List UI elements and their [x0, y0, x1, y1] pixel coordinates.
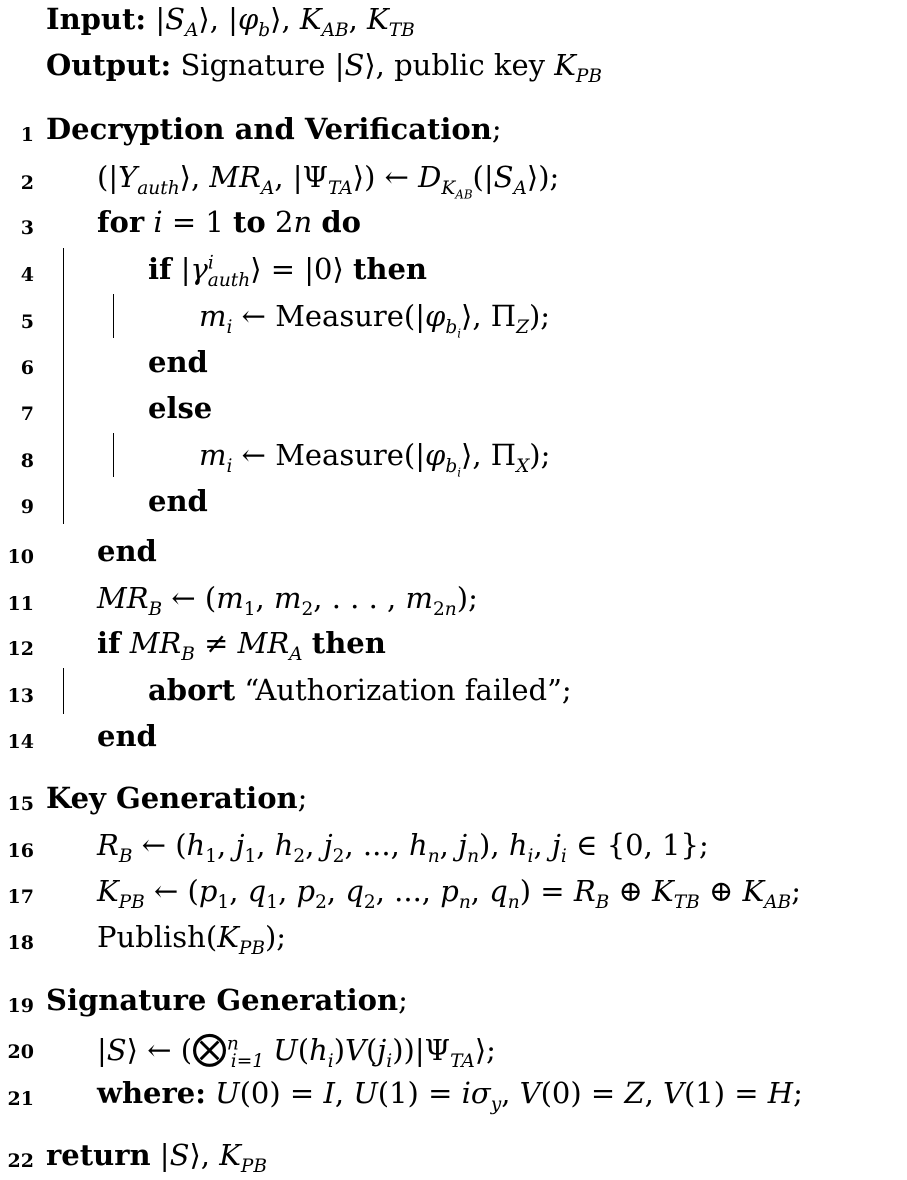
where-statement: where: U(0) = I, $U(1) = i\sigma_y$, V(0) = Z, V(1) = H; — [97, 1076, 803, 1115]
algo-line-10 — [0, 530, 907, 576]
output-label: Output: — [46, 48, 172, 82]
return-statement: return |S⟩, $K_{PB}$ — [46, 1138, 267, 1177]
line-number: 22 — [7, 1150, 34, 1172]
algo-line-15 — [0, 777, 907, 823]
algo-line-13 — [0, 669, 907, 715]
decrypt-statement: ($|\Upsilon_{auth}⟩$, $MR_A$, $|\Psi_{TA}⟩$) ← $D_{K_{AB}}(|S_A⟩)$; — [97, 160, 560, 202]
line-number: 9 — [20, 496, 34, 518]
if-header-1: if $|\gamma^i_{auth}⟩$ = |0⟩ then — [148, 252, 428, 291]
algo-line-20 — [0, 1025, 907, 1071]
line-number: 3 — [20, 217, 34, 239]
measure-z-statement: $m_i$ ← $Measure(|\varphi_{b_i}⟩$, $\Pi_Z$); — [199, 299, 551, 341]
input-line — [46, 2, 415, 41]
line-number: 12 — [7, 638, 34, 660]
end-for: end — [97, 534, 157, 568]
line-number: 13 — [7, 685, 34, 707]
line-number: 2 — [20, 172, 34, 194]
line-number: 5 — [20, 311, 34, 333]
end-else: end — [148, 484, 208, 518]
line-number: 20 — [7, 1041, 34, 1063]
algo-line-12 — [0, 622, 907, 668]
rb-assignment: $R_B$ ← ($h_1$, $j_1$, $h_2$, $j_2$, ..., $h_n$, $j_n$), $h_i$, $j_i$ ∈ {0, 1}; — [97, 828, 709, 867]
line-number: 14 — [7, 731, 34, 753]
line-number: 4 — [20, 264, 34, 286]
abort-block-bar — [63, 668, 64, 714]
line-number: 15 — [7, 793, 34, 815]
algo-line-21 — [0, 1072, 907, 1118]
if-block-bar — [113, 294, 114, 338]
algo-line-3 — [0, 201, 907, 247]
section-decryption: Decryption and Verification; — [46, 112, 502, 146]
line-number: 17 — [7, 886, 34, 908]
line-number: 19 — [7, 995, 34, 1017]
line-number: 6 — [20, 357, 34, 379]
line-number: 18 — [7, 932, 34, 954]
algo-line-17 — [0, 870, 907, 916]
algo-line-4 — [0, 248, 907, 294]
algo-line-1 — [0, 108, 907, 154]
line-number: 1 — [20, 124, 34, 146]
section-keygen: Key Generation; — [46, 781, 308, 815]
algo-line-14 — [0, 715, 907, 761]
algo-line-5 — [0, 295, 907, 341]
output-value: |S⟩, public key $K_{PB}$ — [334, 48, 603, 87]
abort-statement: abort “Authorization failed”; — [148, 673, 572, 707]
output-text: Signature — [180, 48, 326, 82]
section-siggen: Signature Generation; — [46, 983, 408, 1017]
end-if-2: end — [97, 719, 157, 753]
mrb-assignment: $MR_B$ ← ($m_1$, $m_2$, . . . , $m_{2n}$); — [97, 581, 478, 620]
output-line — [46, 48, 603, 87]
for-block-bar — [63, 248, 64, 524]
algo-line-8 — [0, 434, 907, 480]
else-block-bar — [113, 433, 114, 477]
line-number: 10 — [7, 546, 34, 568]
publish-statement: $Publish(K_{PB})$; — [97, 920, 287, 959]
measure-x-statement: $m_i$ ← $Measure(|\varphi_{b_i}⟩$, $\Pi_X$); — [199, 438, 551, 480]
kpb-assignment: $K_{PB}$ ← ($p_1$, $q_1$, $p_2$, $q_2$, ..., $p_n$, $q_n) = R_B$ ⊕ $K_{TB}$ ⊕ $K_{AB}$; — [97, 874, 801, 913]
algo-line-18 — [0, 916, 907, 962]
algo-line-7 — [0, 387, 907, 433]
end-if-1: end — [148, 345, 208, 379]
else-keyword: else — [148, 391, 213, 425]
algo-line-19 — [0, 979, 907, 1025]
input-value: $|S_A⟩$, $|\varphi_b⟩$, $K_{AB}$, $K_{TB}$ — [155, 2, 415, 41]
algo-line-11 — [0, 577, 907, 623]
algo-line-9 — [0, 480, 907, 526]
for-loop-header: for i = 1 to 2n do — [97, 205, 361, 239]
signature-statement: |S⟩ ← (⨂$^n_{i=1}$ $U(h_i)V(j_i))|\Psi_{TA}⟩$; — [97, 1029, 496, 1072]
input-label: Input: — [46, 2, 147, 36]
line-number: 21 — [7, 1088, 34, 1110]
line-number: 11 — [7, 593, 34, 615]
algo-line-22 — [0, 1134, 907, 1180]
line-number: 7 — [20, 403, 34, 425]
if-header-2: if $MR_B \ne MR_A$ then — [97, 626, 386, 665]
algo-line-16 — [0, 824, 907, 870]
algo-line-6 — [0, 341, 907, 387]
line-number: 8 — [20, 450, 34, 472]
line-number: 16 — [7, 840, 34, 862]
algo-line-2 — [0, 156, 907, 202]
